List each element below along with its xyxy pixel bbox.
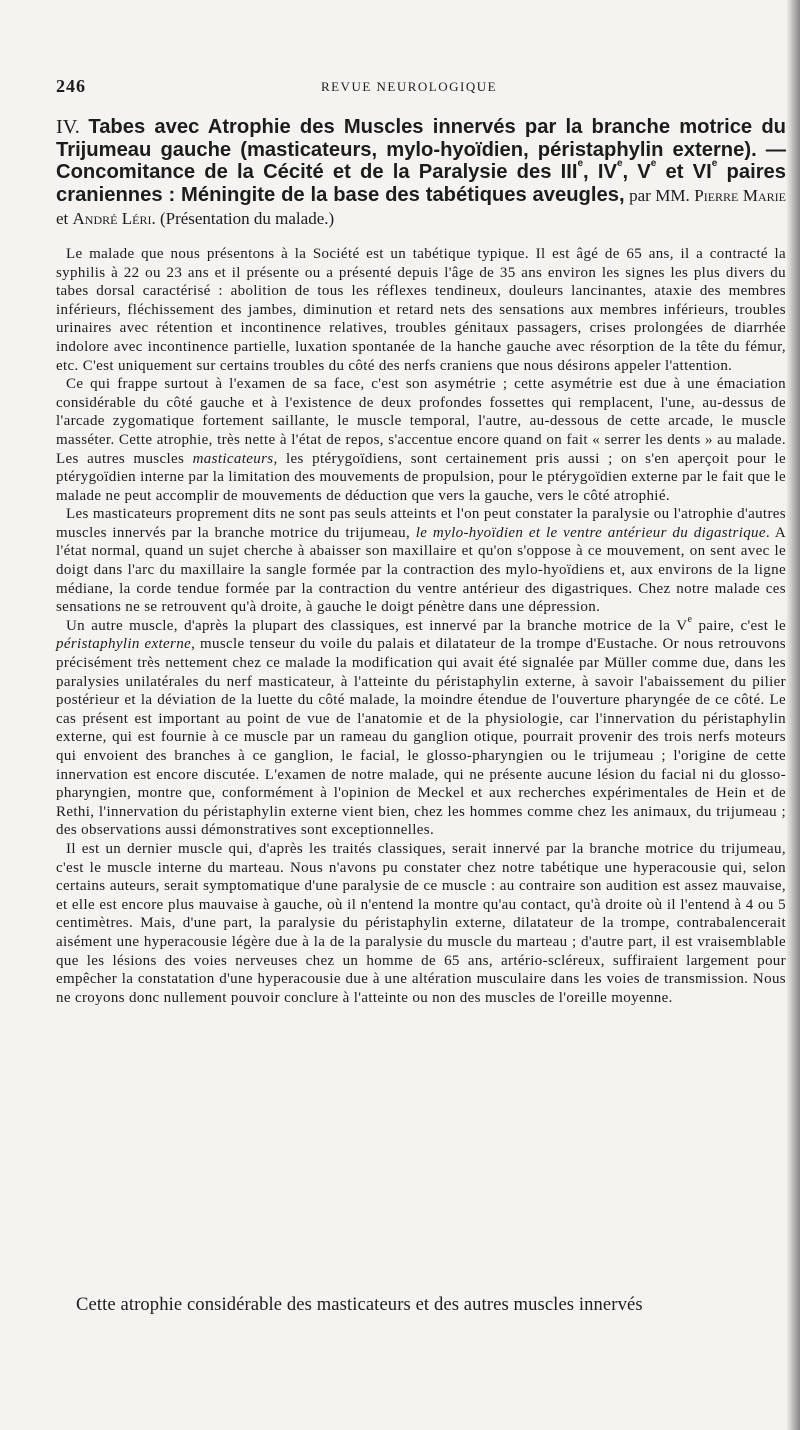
paragraph-5: Il est un dernier muscle qui, d'après les traités classiques, serait innervé par la branche motrice du trijumeau, c'est le muscle interne du marteau. Nous n'avons pu constater chez notre tabétique une hyperacousie qui, selon certains auteurs, serait symptomatique d'une paralysie de ce muscle : au contraire son audition est assez mauvaise, et elle est encore plus mauvaise à gauche, où il n'entend la montre qu'au contact, qu'à droite où il l'entend à 4 ou 5 centimètres. Mais, d'une part, la paralysie du péristaphylin externe, dilatateur de la trompe, contrabalencerait aisément une hyperacousie légère due à la de la paralysie du muscle du marteau ; d'autre part, il est vraisemblable que les lésions des voies nerveuses chez un homme de 65 ans, artério-scléreux, suffiraient largement pour empêcher la constatation d'une hyperacousie due à une altération musculaire dans les voies de transmission. Nous ne croyons donc nullement pouvoir conclure à l'atteinte ou non des muscles de l'oreille moyenne.: [56, 840, 786, 1006]
paragraph-3: [56, 505, 786, 617]
paragraph-4-b: paire, c'est le: [692, 617, 786, 634]
title-sup-1: e: [577, 158, 584, 170]
title-part-4: et VI: [656, 161, 712, 184]
title-part-1: Tabes avec Atrophie des Muscles innervés par la branche motrice du Trijumeau gauche (masticateurs, mylo-hyoïdien, péristaphylin externe). — Concomitance de la Cécité et de la Paralysie des III: [56, 116, 786, 184]
paragraph-3-b: . A l'état normal, quand un sujet cherche à abaisser son maxillaire et qu'on s'oppose à ce mouvement, on sent avec le doigt dans l'arc du maxillaire la sangle formée par la contraction des mylo-hyoïdiens et, aux environs de la ligne médiane, la corde tendue formée par la contraction du ventre antérieur des digastriques. Chez notre malade ces sensations ne se retrouvent qu'à droite, à gauche le doigt pénètre dans une dépression.: [56, 524, 787, 616]
authors-par: par MM.: [624, 185, 695, 205]
title-part-3: , V: [622, 161, 651, 184]
page-content: [56, 116, 786, 1007]
presentation-note: . (Présentation du malade.): [151, 209, 335, 229]
title-part-5: paires craniennes : Méningite de la base des tabétiques aveugles,: [56, 161, 787, 206]
paragraph-6: Cette atrophie considérable des masticateurs et des autres muscles innervés: [76, 1294, 643, 1315]
page-header: [56, 76, 762, 98]
paragraph-4-c: , muscle tenseur du voile du palais et dilatateur de la trompe d'Eustache. Or nous retrouvons précisément très nettement chez ce malade la modification qui avait été signalée par Müller comme due, dans les paralysies unilatérales du nerf masticateur, à l'atteinte du péristaphylin externe, à savoir l'abaissement du pilier postérieur et la déviation de la luette du côté malade, la moindre étendue de l'ouverture pharyngée de ce côté. Le cas présent est important au point de vue de l'anatomie et de la physiologie, car l'innervation du péristaphylin externe, qui est fournie à ce muscle par un rameau du ganglion otique, pourrait provenir des trois nerfs moteurs qui envoient des branches à ce ganglion, le facial, le glosso-pharyngien ou le trijumeau ; l'origine de cette innervation est encore discutée. L'examen de notre malade, qui ne présente aucune lésion du facial ni du glosso-pharyngien, montre que, conformément à l'opinion de Meckel et aux recherches expérimentales de Hein et de Rethi, l'innervation du péristaphylin externe vient bien, chez les hommes comme chez les animaux, du trijumeau ; des observations aussi démonstratives sont exceptionnelles.: [56, 636, 786, 839]
title-sup-3: e: [650, 158, 657, 170]
author-2: André Léri: [72, 209, 152, 229]
running-head: REVUE NEUROLOGIQUE: [320, 79, 498, 94]
paragraph-2-a: Ce qui frappe surtout à l'examen de sa face, c'est son asymétrie ; cette asymétrie est due à une émaciation considérable du côté gauche et à l'existence de deux profondes fossettes qui remplacent, l'une, au-dessus de l'arcade zygomatique fortement saillante, le muscle temporal, l'autre, au-dessous de cette arcade, le muscle masséter. Cette atrophie, très nette à l'état de repos, s'accentue encore quand on fait « serrer les dents » au malade. Les autres muscles: [56, 376, 786, 467]
paragraph-4-sup: e: [687, 613, 693, 625]
title-sup-2: e: [616, 158, 623, 170]
author-1: Pierre Marie: [694, 185, 786, 205]
title-sup-4: e: [711, 158, 718, 170]
authors-and: et: [56, 209, 73, 229]
paragraph-4-emphasis: péristaphylin externe: [56, 636, 192, 653]
paragraph-4-a: Un autre muscle, d'après la plupart des classiques, est innervé par la branche motrice de la V: [66, 617, 688, 634]
title-part-2: , IV: [583, 161, 617, 184]
page-number: 246: [56, 76, 86, 96]
article-title: [56, 116, 786, 231]
page-edge-shadow: [786, 0, 800, 1430]
paragraph-2-emphasis: masticateurs: [192, 450, 274, 467]
paragraph-1: Le malade que nous présentons à la Société est un tabétique typique. Il est âgé de 65 ans, il a contracté la syphilis à 22 ou 23 ans et il présente ou a présenté depuis l'âge de 35 ans environ les signes les plus divers du tabes dorsal caractérisé : abolition de tous les réflexes tendineux, douleurs lancinantes, ataxie des membres inférieurs, fléchissement des jambes, diminution et retard nets des sensations aux membres inférieurs, troubles urinaires avec rétention et incontinence relatives, troubles génitaux passagers, crises prolongées de diarrhée indolore avec incontinence partielle, luxation spontanée de la hanche gauche avec résorption de la tête du fémur, etc. C'est uniquement sur certains troubles du côté des nerfs craniens que nous désirons appeler l'attention.: [56, 245, 786, 374]
paragraph-4: [56, 613, 786, 840]
article-number: IV.: [56, 116, 80, 138]
paragraph-2: [56, 375, 786, 505]
paragraph-3-a: Les masticateurs proprement dits ne sont pas seuls atteints et l'on peut constater la paralysie ou l'atrophie d'autres muscles innervés par la branche motrice du trijumeau,: [56, 506, 786, 541]
article-body: [56, 245, 786, 1007]
paragraph-2-b: , les ptérygoïdiens, sont certainement pris aussi ; on s'en aperçoit pour le ptérygoïdien interne par la limitation des mouvements de propulsion, pour le ptérygoïdien externe par le fait que le malade ne peut accomplir de mouvements de déduction que vers la gauche, vers le côté atrophié.: [56, 450, 786, 504]
paragraph-3-emphasis: le mylo-hyoïdien et le ventre antérieur du digastrique: [415, 524, 766, 541]
